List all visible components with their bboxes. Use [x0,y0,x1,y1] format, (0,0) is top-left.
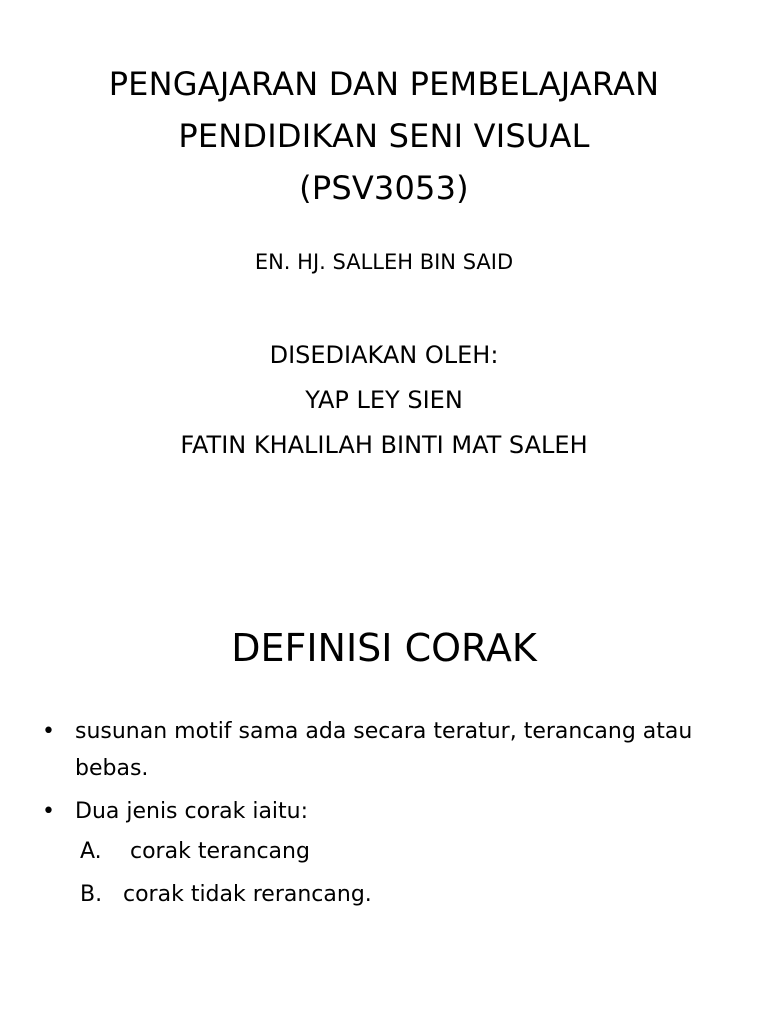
definition-slide [0,512,768,1024]
slide-title: DEFINISI CORAK [231,626,537,670]
bullet-item [42,793,732,830]
prepared-by-label: DISEDIAKAN OLEH: [269,341,499,369]
sub-list [42,830,732,916]
author-name: FATIN KHALILAH BINTI MAT SALEH [180,431,588,459]
bullet-text: susunan motif sama ada secara teratur, terancang atau bebas. [75,719,693,781]
bullet-text: Dua jenis corak iaitu: [75,799,309,824]
sub-item-marker: A. [80,839,102,864]
lecturer-name: EN. HJ. SALLEH BIN SAID [254,250,514,274]
sub-item-text: corak terancang [130,839,310,864]
author-name: YAP LEY SIEN [305,386,463,414]
sub-item-marker: B. [80,882,103,907]
sub-item-text: corak tidak rerancang. [123,882,372,907]
sub-item [80,830,732,873]
bullet-list [42,713,732,916]
title-line: PENGAJARAN DAN PEMBELAJARAN [108,65,660,103]
title-line: (PSV3053) [299,169,469,207]
bullet-icon: • [42,799,55,824]
title-line: PENDIDIKAN SENI VISUAL [178,117,590,155]
bullet-icon: • [42,719,55,744]
prepared-by [0,333,768,468]
slide-title [0,58,768,214]
sub-item [80,873,732,916]
bullet-item [42,713,732,787]
